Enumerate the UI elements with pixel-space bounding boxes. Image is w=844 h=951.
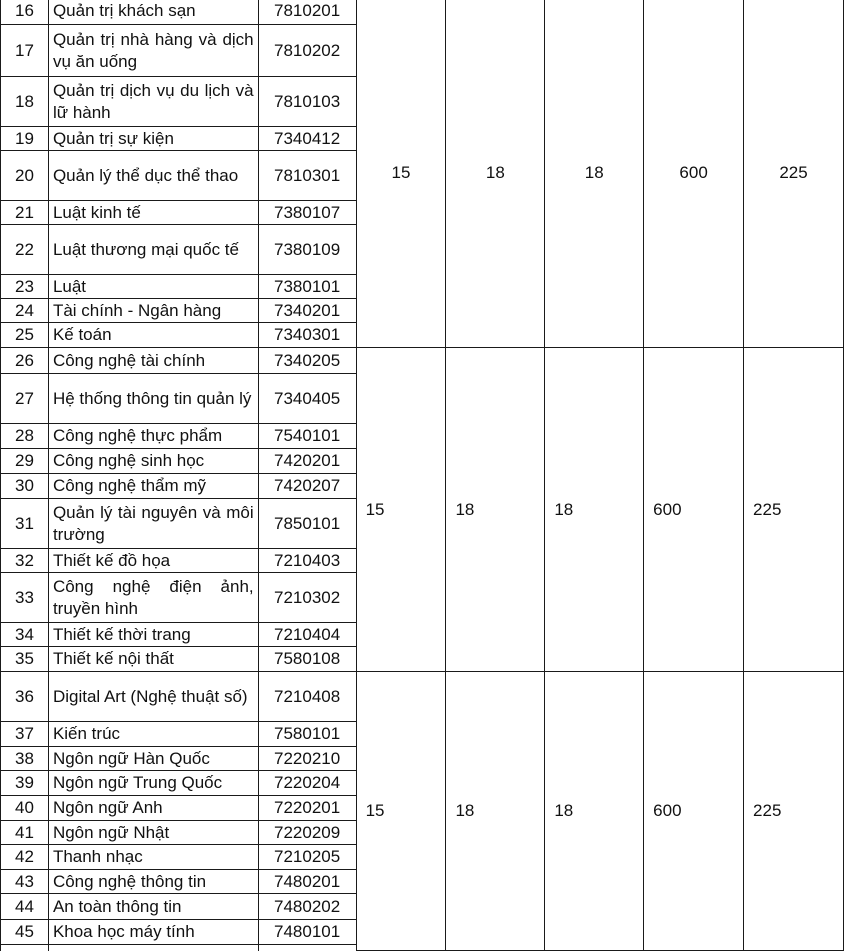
row-number: 21 <box>1 201 49 225</box>
program-code: 7380107 <box>258 201 356 225</box>
row-number: 40 <box>1 796 49 821</box>
program-code: 7220210 <box>258 747 356 771</box>
row-number: 44 <box>1 894 49 920</box>
row-number: 24 <box>1 299 49 323</box>
program-code: 7380109 <box>258 225 356 275</box>
program-code: 7340201 <box>258 299 356 323</box>
clipped-cell <box>1 945 49 951</box>
table-row <box>1 348 844 374</box>
program-code: 7480202 <box>258 894 356 920</box>
row-number: 38 <box>1 747 49 771</box>
program-name: Công nghệ thực phẩm <box>48 424 258 449</box>
program-code: 7480101 <box>258 920 356 945</box>
row-number: 36 <box>1 672 49 722</box>
clipped-cell <box>258 945 356 951</box>
score-value-2: 18 <box>446 0 545 348</box>
score-value-1: 15 <box>356 0 446 348</box>
program-name: Công nghệ điện ảnh, truyền hình <box>48 573 258 623</box>
program-code: 7480201 <box>258 870 356 894</box>
table-row <box>1 672 844 722</box>
row-number: 43 <box>1 870 49 894</box>
row-number: 33 <box>1 573 49 623</box>
program-code: 7210302 <box>258 573 356 623</box>
score-value-1: 15 <box>356 672 446 951</box>
program-name: Ngôn ngữ Nhật <box>48 821 258 845</box>
program-code: 7210408 <box>258 672 356 722</box>
program-code: 7810202 <box>258 25 356 77</box>
program-code: 7810201 <box>258 0 356 25</box>
row-number: 39 <box>1 771 49 796</box>
program-code: 7420207 <box>258 474 356 499</box>
program-name: Quản trị nhà hàng và dịch vụ ăn uống <box>48 25 258 77</box>
row-number: 32 <box>1 549 49 573</box>
clipped-cell <box>48 945 258 951</box>
program-name: Khoa học máy tính <box>48 920 258 945</box>
program-code: 7220204 <box>258 771 356 796</box>
program-code: 7810301 <box>258 151 356 201</box>
score-value-5: 225 <box>744 348 844 672</box>
program-name: Kiến trúc <box>48 722 258 747</box>
row-number: 20 <box>1 151 49 201</box>
program-name: Tài chính - Ngân hàng <box>48 299 258 323</box>
score-value-5: 225 <box>744 0 844 348</box>
row-number: 16 <box>1 0 49 25</box>
program-code: 7380101 <box>258 275 356 299</box>
program-name: Hệ thống thông tin quản lý <box>48 374 258 424</box>
row-number: 42 <box>1 845 49 870</box>
program-name: Công nghệ thông tin <box>48 870 258 894</box>
program-name: Ngôn ngữ Anh <box>48 796 258 821</box>
row-number: 25 <box>1 323 49 348</box>
program-code: 7340405 <box>258 374 356 424</box>
program-name: Thiết kế nội thất <box>48 647 258 672</box>
program-name: Thiết kế thời trang <box>48 623 258 647</box>
program-name: Luật <box>48 275 258 299</box>
program-name: Luật kinh tế <box>48 201 258 225</box>
program-name: Ngôn ngữ Hàn Quốc <box>48 747 258 771</box>
program-code: 7580108 <box>258 647 356 672</box>
program-name: Quản trị dịch vụ du lịch và lữ hành <box>48 77 258 127</box>
program-name: Luật thương mại quốc tế <box>48 225 258 275</box>
program-code: 7220209 <box>258 821 356 845</box>
program-code: 7210403 <box>258 549 356 573</box>
row-number: 31 <box>1 499 49 549</box>
score-value-1: 15 <box>356 348 446 672</box>
row-number: 23 <box>1 275 49 299</box>
program-code: 7340301 <box>258 323 356 348</box>
program-code: 7850101 <box>258 499 356 549</box>
row-number: 35 <box>1 647 49 672</box>
program-name: Thiết kế đồ họa <box>48 549 258 573</box>
program-code: 7810103 <box>258 77 356 127</box>
row-number: 26 <box>1 348 49 374</box>
row-number: 37 <box>1 722 49 747</box>
row-number: 34 <box>1 623 49 647</box>
row-number: 30 <box>1 474 49 499</box>
program-name: Digital Art (Nghệ thuật số) <box>48 672 258 722</box>
row-number: 45 <box>1 920 49 945</box>
score-value-2: 18 <box>446 672 545 951</box>
row-number: 41 <box>1 821 49 845</box>
score-value-2: 18 <box>446 348 545 672</box>
row-number: 27 <box>1 374 49 424</box>
table-row <box>1 0 844 25</box>
score-value-3: 18 <box>545 0 644 348</box>
program-name: Công nghệ thẩm mỹ <box>48 474 258 499</box>
program-code: 7580101 <box>258 722 356 747</box>
program-code: 7420201 <box>258 449 356 474</box>
program-code: 7340412 <box>258 127 356 151</box>
score-value-4: 600 <box>644 0 744 348</box>
program-name: Quản lý thể dục thể thao <box>48 151 258 201</box>
program-code: 7210404 <box>258 623 356 647</box>
score-value-4: 600 <box>644 348 744 672</box>
score-value-5: 225 <box>744 672 844 951</box>
row-number: 17 <box>1 25 49 77</box>
program-name: Thanh nhạc <box>48 845 258 870</box>
program-code: 7210205 <box>258 845 356 870</box>
program-name: Ngôn ngữ Trung Quốc <box>48 771 258 796</box>
row-number: 29 <box>1 449 49 474</box>
program-name: Quản lý tài nguyên và môi trường <box>48 499 258 549</box>
program-name: Công nghệ tài chính <box>48 348 258 374</box>
program-code: 7220201 <box>258 796 356 821</box>
score-value-3: 18 <box>545 672 644 951</box>
row-number: 28 <box>1 424 49 449</box>
row-number: 18 <box>1 77 49 127</box>
program-name: Quản trị sự kiện <box>48 127 258 151</box>
program-name: An toàn thông tin <box>48 894 258 920</box>
program-code: 7340205 <box>258 348 356 374</box>
row-number: 22 <box>1 225 49 275</box>
program-name: Kế toán <box>48 323 258 348</box>
score-value-3: 18 <box>545 348 644 672</box>
program-name: Công nghệ sinh học <box>48 449 258 474</box>
program-name: Quản trị khách sạn <box>48 0 258 25</box>
row-number: 19 <box>1 127 49 151</box>
score-value-4: 600 <box>644 672 744 951</box>
program-code: 7540101 <box>258 424 356 449</box>
